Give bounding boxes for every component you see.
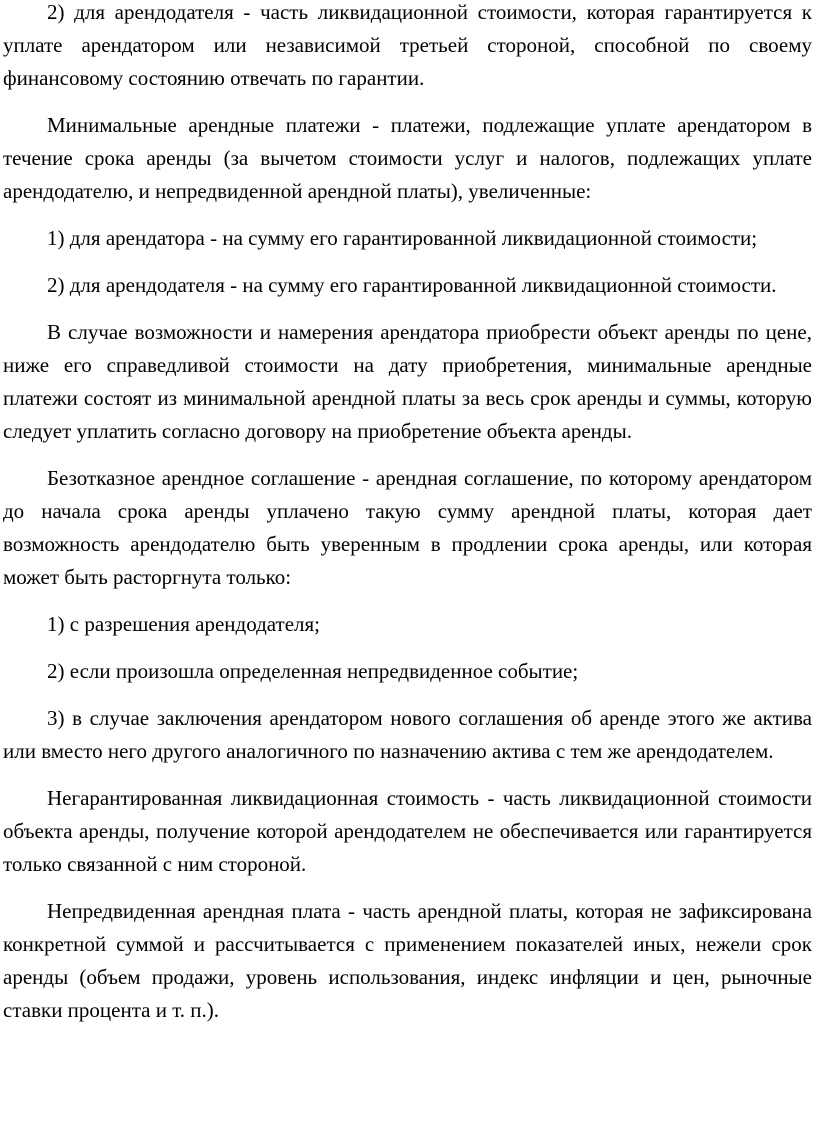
- paragraph-minimum-lease-payments: Минимальные арендные платежи - платежи, подлежащие уплате арендатором в течение срока аренды (за вычетом стоимости услуг и налогов, подлежащих уплате арендодателю, и непредвиденной арендной платы), увеличенные:: [3, 113, 812, 203]
- paragraph-lessor-guaranteed-value: 2) для арендодателя - часть ликвидационной стоимости, которая гарантируется к уплате арендатором или независимой третьей стороной, способной по своему финансовому состоянию отвечать по гарантии.: [3, 0, 812, 90]
- paragraph-non-cancellable-lease: Безотказное арендное соглашение - арендная соглашение, по которому арендатором до начала срока аренды уплачено такую сумму арендной платы, которая дает возможность арендодателю быть уверенным в продлении срока аренды, или которая может быть расторгнута только:: [3, 466, 812, 589]
- paragraph-lessee-item: 1) для арендатора - на сумму его гарантированной ликвидационной стоимости;: [47, 226, 758, 250]
- paragraph-unguaranteed-residual-value: Негарантированная ликвидационная стоимость - часть ликвидационной стоимости объекта аренды, получение которой арендодателем не обеспечивается или гарантируется только связанной с ним стороной.: [3, 786, 812, 876]
- list-item-unforeseen-event: 2) если произошла определенная непредвиденное событие;: [47, 659, 579, 683]
- list-item-new-lease-agreement: 3) в случае заключения арендатором нового соглашения об аренде этого же актива или вместо него другого аналогичного по назначению актива с тем же арендодателем.: [3, 706, 812, 763]
- list-item-lessor-permission: 1) с разрешения арендодателя;: [47, 612, 321, 636]
- paragraph-lessor-item: 2) для арендодателя - на сумму его гарантированной ликвидационной стоимости.: [47, 273, 777, 297]
- paragraph-purchase-option: В случае возможности и намерения арендатора приобрести объект аренды по цене, ниже его справедливой стоимости на дату приобретения, минимальные арендные платежи состоят из минимальной арендной платы за весь срок аренды и суммы, которую следует уплатить согласно договору на приобретение объекта аренды.: [3, 320, 812, 443]
- paragraph-contingent-rent: Непредвиденная арендная плата - часть арендной платы, которая не зафиксирована конкретной суммой и рассчитывается с применением показателей иных, нежели срок аренды (объем продажи, уровень использования, индекс инфляции и цен, рыночные ставки процента и т. п.).: [3, 899, 812, 1022]
